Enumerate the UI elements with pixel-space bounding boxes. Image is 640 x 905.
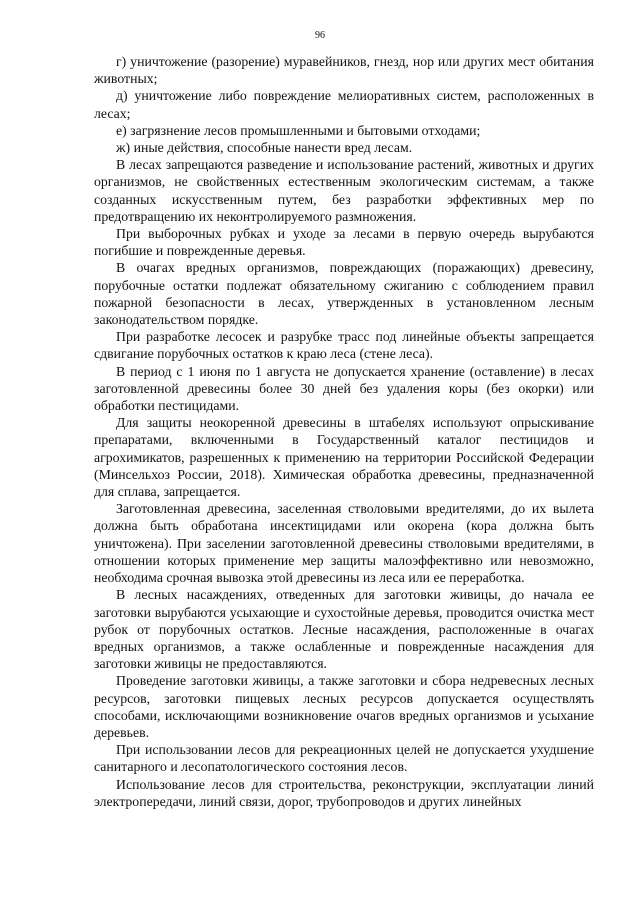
page-number: 96 (315, 30, 325, 41)
paragraph-selective-felling: При выборочных рубках и уходе за лесами в первую очередь вырубаются погибшие и поврежденные деревья. (94, 226, 594, 259)
paragraph-infested-timber: Заготовленная древесина, заселенная стволовыми вредителями, до их вылета должна быть обработана инсектицидами или окорена (кора должна быть уничтожена). При заселении заготовленной древесины стволовыми вредителями, в отношении которых применение мер защиты малоэффективно или невозможно, необходима срочная вывозка этой древесины из леса или ее переработка. (94, 501, 594, 586)
paragraph-alien-organisms: В лесах запрещаются разведение и использование растений, животных и других организмов, не свойственных естественным экологическим системам, а также созданных искусственным путем, без разработки эффективных мер по предотвращению их неконтролируемого размножения. (94, 157, 594, 224)
paragraph-item-e: е) загрязнение лесов промышленными и бытовыми отходами; (116, 122, 481, 138)
paragraph-linear-objects: Использование лесов для строительства, реконструкции, эксплуатации линий электропередачи, линий связи, дорог, трубопроводов и других линейных (94, 776, 594, 809)
paragraph-non-timber-resources: Проведение заготовки живицы, а также заготовки и сбора недревесных лесных ресурсов, заготовки пищевых лесных ресурсов допускается осуществлять способами, исключающими возникновение очагов вредных организмов и усыхание деревьев. (94, 673, 594, 740)
body-text (94, 53, 594, 810)
paragraph-recreation: При использовании лесов для рекреационных целей не допускается ухудшение санитарного и лесопатологического состояния лесов. (94, 742, 594, 775)
paragraph-storage-period: В период с 1 июня по 1 августа не допускается хранение (оставление) в лесах заготовленной древесины более 30 дней без удаления коры (без окорки) или обработки пестицидами. (94, 363, 594, 414)
paragraph-cutting-areas: При разработке лесосек и разрубке трасс под линейные объекты запрещается сдвигание порубочных остатков к краю леса (стене леса). (94, 329, 594, 362)
paragraph-item-g: г) уничтожение (разорение) муравейников, гнезд, нор или других мест обитания животных; (94, 54, 594, 87)
paragraph-resin-tapping: В лесных насаждениях, отведенных для заготовки живицы, до начала ее заготовки вырубаются усыхающие и сухостойные деревья, проводится очистка мест рубок от порубочных остатков. Лесные насаждения, расположенные в очагах вредных организмов, а также ослабленные и поврежденные насаждения для заготовки живицы не предоставляются. (94, 587, 594, 672)
paragraph-timber-protection: Для защиты неокоренной древесины в штабелях используют опрыскивание препаратами, включенными в Государственный каталог пестицидов и агрохимикатов, разрешенных к применению на территории Российской Федерации (Минсельхоз России, 2018). Химическая обработка древесины, предназначенной для сплава, запрещается. (94, 415, 594, 500)
paragraph-item-d: д) уничтожение либо повреждение мелиоративных систем, расположенных в лесах; (94, 88, 594, 121)
paragraph-pest-outbreaks: В очагах вредных организмов, повреждающих (поражающих) древесину, порубочные остатки подлежат обязательному сжиганию с соблюдением правил пожарной безопасности в лесах, утвержденных в установленном лесным законодательством порядке. (94, 260, 594, 328)
paragraph-item-zh: ж) иные действия, способные нанести вред лесам. (116, 140, 413, 156)
